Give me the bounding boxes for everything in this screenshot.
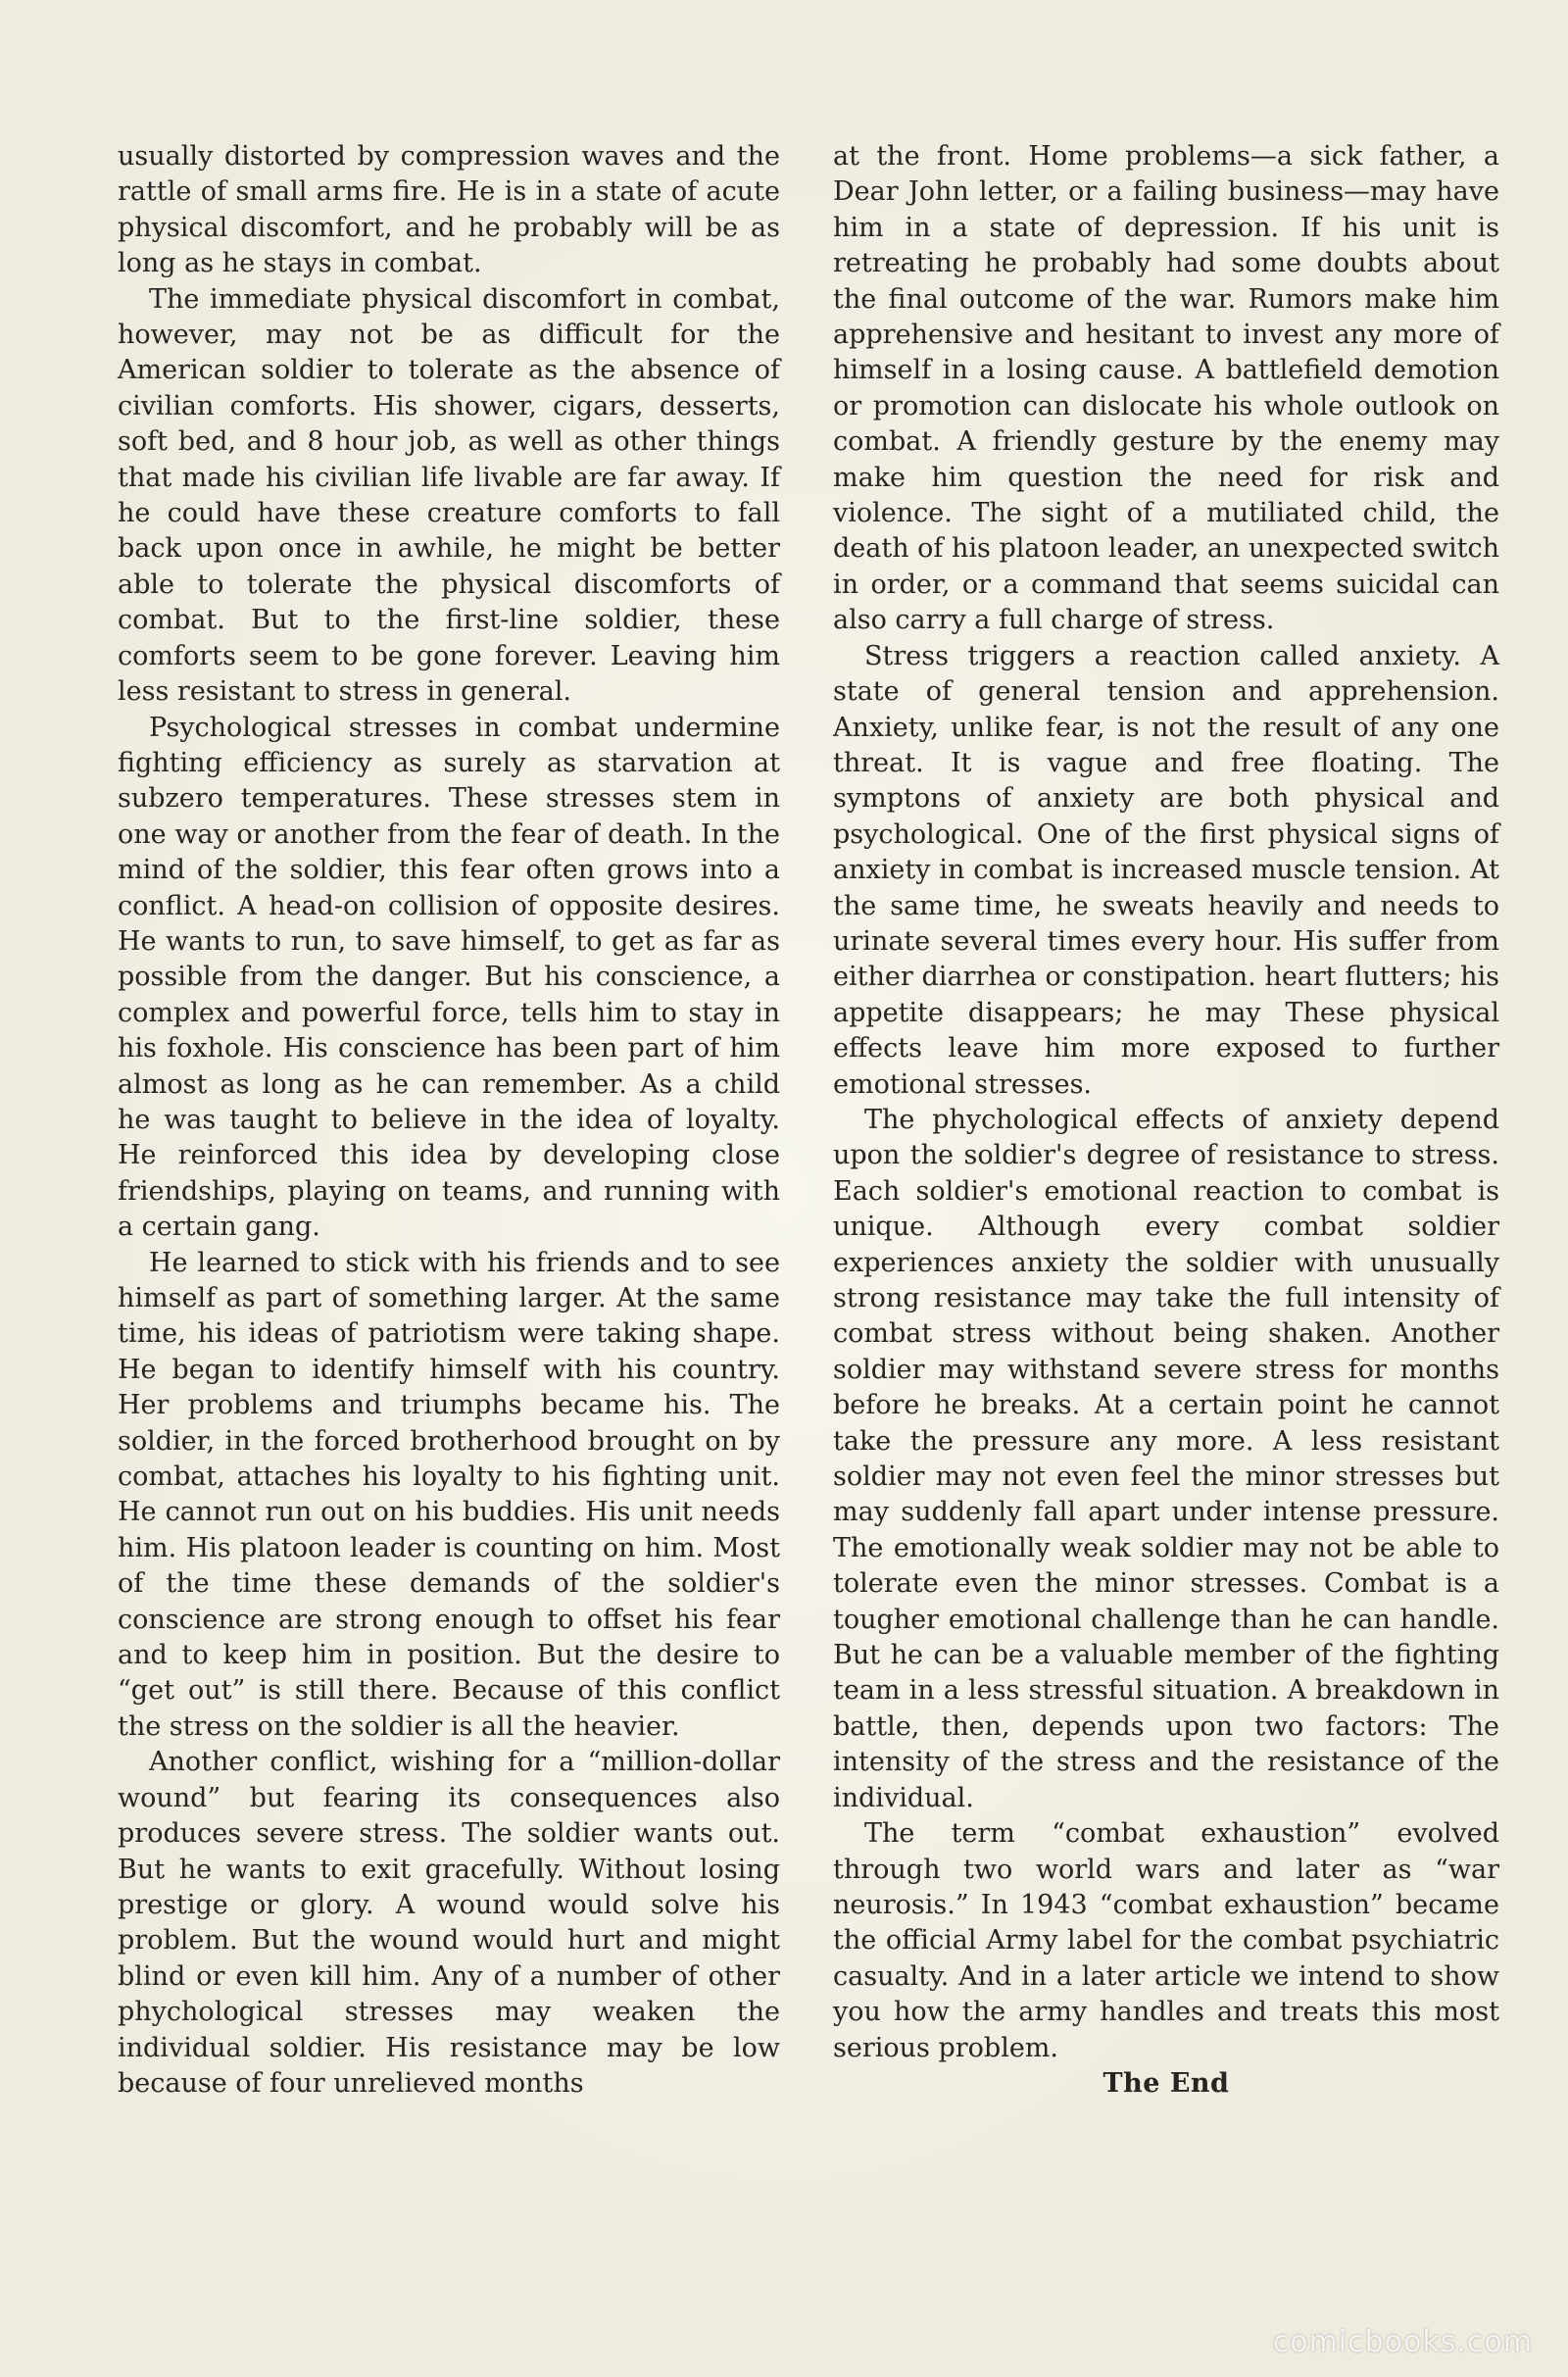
- paragraph: Psychological stresses in combat undermine fighting efficiency as surely as starvation at subzero temperatures. These stresses stem in one way or another from the fear of death. In the mind of the soldier, this fear often grows into a conflict. A head-on collision of opposite desires. He wants to run, to save himself, to get as far as possible from the danger. But his conscience, a complex and powerful force, tells him to stay in his foxhole. His conscience has been part of him almost as long as he can remember. As a child he was taught to believe in the idea of loyalty. He reinforced this idea by developing close friendships, playing on teams, and running with a certain gang.: [118, 712, 780, 1243]
- watermark: comicbooks.com: [1272, 2325, 1533, 2359]
- paragraph: usually distorted by compression waves and the rattle of small arms fire. He is in a state of acute physical discomfort, and he probably will be as long as he stays in combat.: [118, 141, 780, 279]
- right-text-column: [833, 139, 1499, 2102]
- left-text-column: [118, 139, 780, 2102]
- end-mark: The End: [1102, 2067, 1230, 2099]
- paragraph: Another conflict, wishing for a “million-dollar wound” but fearing its consequences also produces severe stress. The soldier wants out. But he wants to exit gracefully. Without losing prestige or glory. A wound would solve his problem. But the wound would hurt and might blind or even kill him. Any of a number of other phychological stresses may weaken the individual soldier. His resistance may be low because of four unrelieved months: [118, 1747, 780, 2099]
- paragraph: Stress triggers a reaction called anxiety. A state of general tension and apprehension. Anxiety, unlike fear, is not the result of any one threat. It is vague and free floating. The symptons of anxiety are both physical and psychological. One of the first physical signs of anxiety in combat is increased muscle tension. At the same time, he sweats heavily and needs to urinate several times every hour. His suffer from either diarrhea or constipation. heart flutters; his appetite disappears; he may These physical effects leave him more exposed to further emotional stresses.: [833, 640, 1499, 1100]
- paragraph: at the front. Home problems—a sick father, a Dear John letter, or a failing business—may have him in a state of depression. If his unit is retreating he probably had some doubts about the final outcome of the war. Rumors make him apprehensive and hesitant to invest any more of himself in a losing cause. A battlefield demotion or promotion can dislocate his whole outlook on combat. A friendly gesture by the enemy may make him question the need for risk and violence. The sight of a mutiliated child, the death of his platoon leader, an unexpected switch in order, or a command that seems suicidal can also carry a full charge of stress.: [833, 141, 1499, 636]
- paragraph: The phychological effects of anxiety depend upon the soldier's degree of resistance to stress. Each soldier's emotional reaction to combat is unique. Although every combat soldier experiences anxiety the soldier with unusually strong resistance may take the full intensity of combat stress without being shaken. Another soldier may withstand severe stress for months before he breaks. At a certain point he cannot take the pressure any more. A less resistant soldier may not even feel the minor stresses but may suddenly fall apart under intense pressure. The emotionally weak soldier may not be able to tolerate even the minor stresses. Combat is a tougher emotional challenge than he can handle. But he can be a valuable member of the fighting team in a less stressful situation. A breakdown in battle, then, depends upon two factors: The intensity of the stress and the resistance of the individual.: [833, 1104, 1499, 1813]
- paragraph: He learned to stick with his friends and to see himself as part of something larger. At the same time, his ideas of patriotism were taking shape. He began to identify himself with his country. Her problems and triumphs became his. The soldier, in the forced brotherhood brought on by combat, attaches his loyalty to his fighting unit. He cannot run out on his buddies. His unit needs him. His platoon leader is counting on him. Most of the time these demands of the soldier's conscience are strong enough to offset his fear and to keep him in position. But the desire to “get out” is still there. Because of this conflict the stress on the soldier is all the heavier.: [118, 1247, 780, 1742]
- paragraph: The immediate physical discomfort in combat, however, may not be as difficult for the American soldier to tolerate as the absence of civilian comforts. His shower, cigars, desserts, soft bed, and 8 hour job, as well as other things that made his civilian life livable are far away. If he could have these creature comforts to fall back upon once in awhile, he might be better able to tolerate the physical discomforts of combat. But to the first-line soldier, these comforts seem to be gone forever. Leaving him less resistant to stress in general.: [118, 283, 780, 708]
- paragraph: The term “combat exhaustion” evolved through two world wars and later as “war neurosis.” In 1943 “combat exhaustion” became the official Army label for the combat psychiatric casualty. And in a later article we intend to show you how the army handles and treats this most serious problem.: [833, 1818, 1499, 2063]
